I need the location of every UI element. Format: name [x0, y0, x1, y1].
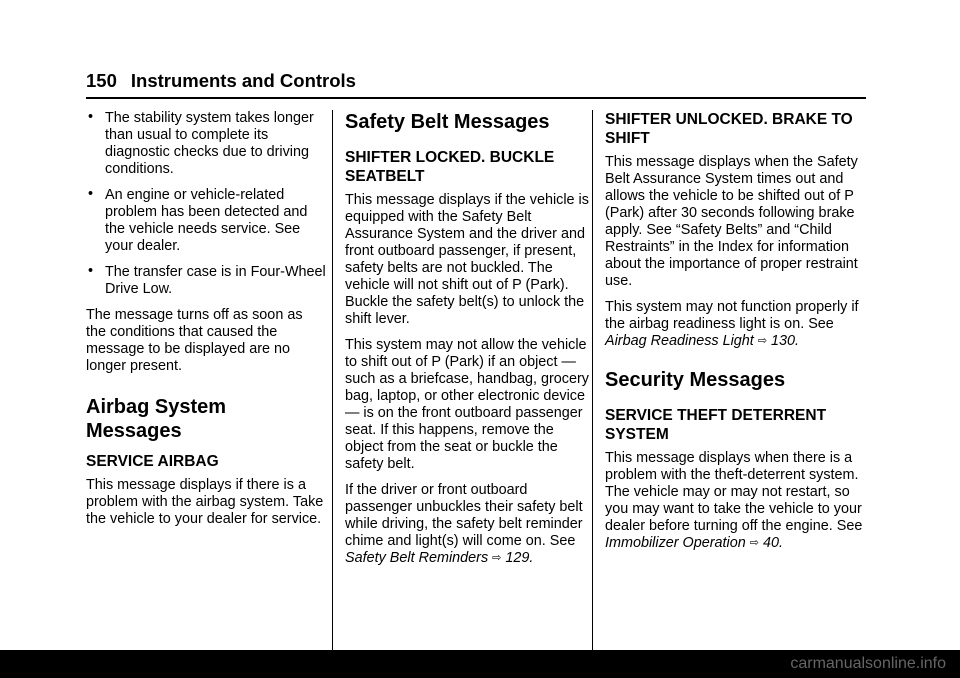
footer-watermark-bar	[0, 650, 960, 678]
heading-service-theft-deterrent: SERVICE THEFT DETERRENT SYSTEM	[605, 407, 827, 443]
paragraph-shifter-locked-3: If the driver or front outboard passenger unbuckles their safety belt while driving, the safety belt reminder chime and light(s) will come on. See Safety Belt Reminders ⇨ 129.	[345, 482, 583, 566]
heading-safety-belt-messages: Safety Belt Messages	[345, 111, 550, 133]
watermark-text: carmanualsonline.info	[790, 655, 946, 672]
cross-reference-link[interactable]: Airbag Readiness Light	[605, 333, 754, 349]
cross-reference-link[interactable]: Immobilizer Operation	[605, 535, 746, 551]
page-header	[86, 70, 356, 92]
header-rule	[86, 97, 866, 99]
list-item: • The stability system takes longer than usual to complete its diagnostic checks due to driving conditions.	[88, 109, 314, 177]
bullet-glyph: •	[88, 109, 94, 125]
column-1	[86, 110, 326, 537]
column-divider	[332, 110, 333, 656]
page-number: 150	[86, 70, 117, 91]
paragraph-shifter-locked-1: This message displays if the vehicle is equipped with the Safety Belt Assurance System and the driver and front outboard passenger, if present, safety belts are not buckled. The vehicle will not shift out of P (Park). Buckle the safety belt(s) to unlock the shift lever.	[345, 192, 589, 327]
list-item: • An engine or vehicle-related problem has been detected and the vehicle needs service. See your dealer.	[88, 186, 308, 254]
heading-shifter-locked: SHIFTER LOCKED. BUCKLE SEATBELT	[345, 149, 555, 185]
page-ref-arrow-icon: ⇨	[757, 335, 768, 347]
paragraph-shifter-locked-2: This system may not allow the vehicle to shift out of P (Park) if an object — such as a briefcase, handbag, grocery bag, laptop, or other electronic device — is on the front outboard passenger seat. If this happens, remove the object from the seat or buckle the safety belt.	[345, 337, 589, 472]
paragraph-shifter-unlocked-1: This message displays when the Safety Belt Assurance System times out and allows the vehicle to be shifted out of P (Park) after 30 seconds following brake apply. See “Safety Belts” and “Child Restraints” in the Index for information about the importance of proper restraint use.	[605, 154, 858, 289]
bullet-glyph: •	[88, 263, 94, 279]
heading-service-airbag: SERVICE AIRBAG	[86, 453, 219, 470]
paragraph-message-off: The message turns off as soon as the conditions that caused the message to be displayed are no longer present.	[86, 307, 303, 374]
list-item: • The transfer case is in Four-Wheel Drive Low.	[88, 263, 326, 297]
section-title: Instruments and Controls	[130, 70, 356, 91]
bullet-glyph: •	[88, 186, 94, 202]
paragraph-shifter-unlocked-2: This system may not function properly if the airbag readiness light is on. See Airbag Readiness Light ⇨ 130.	[605, 299, 859, 349]
page-ref-arrow-icon: ⇨	[492, 552, 502, 564]
cross-reference-link[interactable]: Safety Belt Reminders	[345, 550, 489, 566]
column-3	[605, 110, 865, 561]
paragraph-theft-deterrent: This message displays when there is a problem with the theft-deterrent system. The vehicle may or may not restart, so you may want to take the vehicle to your dealer before turning off the engine. See Immobilizer Operation ⇨ 40.	[605, 450, 863, 551]
column-divider	[592, 110, 593, 656]
cross-reference-page[interactable]: 40	[762, 535, 779, 551]
heading-security-messages: Security Messages	[605, 369, 786, 391]
paragraph-service-airbag: This message displays if there is a problem with the airbag system. Take the vehicle to your dealer for service.	[86, 477, 324, 527]
column-2	[345, 110, 591, 576]
heading-airbag-messages: Airbag System Messages	[86, 396, 227, 442]
cross-reference-page[interactable]: 130	[771, 333, 796, 349]
cross-reference-page[interactable]: 129	[505, 550, 530, 566]
page-ref-arrow-icon: ⇨	[749, 537, 759, 549]
heading-shifter-unlocked: SHIFTER UNLOCKED. BRAKE TO SHIFT	[605, 111, 853, 147]
